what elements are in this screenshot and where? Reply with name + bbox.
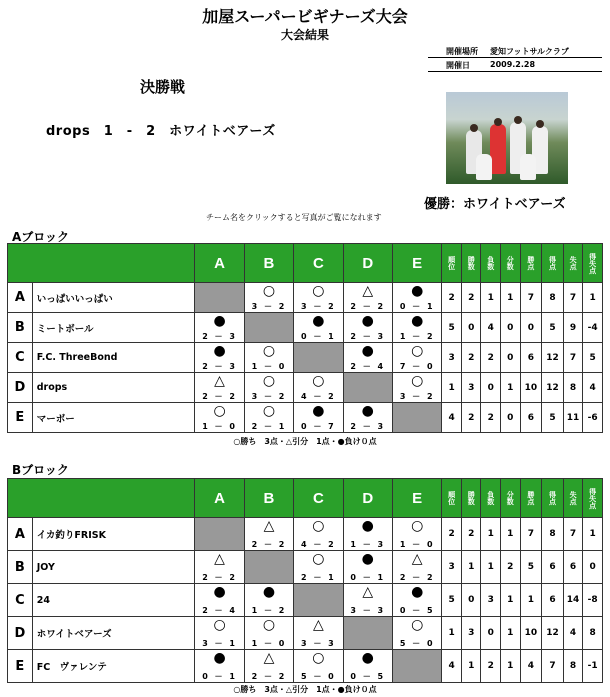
stat-cell: 6 <box>542 584 564 617</box>
opponent-header: D <box>343 479 392 518</box>
stat-header: 失点 <box>563 479 583 518</box>
result-mark-icon: △ <box>214 373 225 389</box>
match-result-cell <box>195 343 244 373</box>
match-result-cell <box>343 551 392 584</box>
opponent-header: C <box>294 479 343 518</box>
match-result-cell <box>244 373 293 403</box>
result-mark-icon: ● <box>361 551 374 567</box>
match-score: 0 － 1 <box>399 302 435 311</box>
stat-cell: 5 <box>583 343 603 373</box>
match-score: 2 － 3 <box>202 332 237 341</box>
match-result-cell <box>392 584 441 617</box>
stat-cell: 12 <box>542 373 564 403</box>
stat-header: 順位 <box>442 244 462 283</box>
stat-cell: 1 <box>583 283 603 313</box>
match-score: 4 － 2 <box>301 392 336 401</box>
stat-cell: 0 <box>520 313 542 343</box>
row-label: D <box>8 617 33 650</box>
stat-cell: 3 <box>481 584 501 617</box>
stat-cell: 8 <box>542 283 564 313</box>
stat-cell: 8 <box>583 617 603 650</box>
match-result-cell <box>392 617 441 650</box>
stat-header: 勝数 <box>461 479 481 518</box>
result-mark-icon: ● <box>312 403 325 419</box>
stat-cell: 4 <box>583 373 603 403</box>
result-mark-icon: ○ <box>312 373 325 389</box>
row-label: C <box>8 343 33 373</box>
table-row <box>8 283 603 313</box>
match-result-cell <box>244 403 293 433</box>
match-score: 1 － 2 <box>251 606 287 615</box>
result-mark-icon: ● <box>213 584 226 600</box>
match-result-cell <box>294 551 343 584</box>
header-blank <box>8 244 195 283</box>
stat-cell: 8 <box>563 373 583 403</box>
stat-cell: 6 <box>520 403 542 433</box>
self-match-cell <box>195 518 244 551</box>
stat-cell: 10 <box>520 617 542 650</box>
stat-cell: 0 <box>583 551 603 584</box>
result-mark-icon: ● <box>262 584 276 600</box>
match-result-cell <box>244 283 293 313</box>
match-score: 3 － 2 <box>301 302 336 311</box>
self-match-cell <box>343 617 392 650</box>
match-score: 1 － 0 <box>202 422 237 431</box>
result-mark-icon: ○ <box>262 403 276 419</box>
legend: ○勝ち 3点・△引分 1点・●負け０点 <box>233 437 377 446</box>
match-score: 4 － 2 <box>301 540 336 549</box>
self-match-cell <box>195 283 244 313</box>
result-mark-icon: ○ <box>312 518 325 534</box>
match-result-cell <box>195 650 244 683</box>
match-score: 2 － 2 <box>399 573 435 582</box>
match-score: 2 － 3 <box>350 332 386 341</box>
match-result-cell <box>343 518 392 551</box>
block-a-title: Aブロック <box>12 230 70 244</box>
result-mark-icon: ○ <box>411 617 424 633</box>
stat-cell: 12 <box>542 617 564 650</box>
match-score: 0 － 5 <box>399 606 435 615</box>
stat-cell: -8 <box>583 584 603 617</box>
match-result-cell <box>294 518 343 551</box>
self-match-cell <box>294 343 343 373</box>
match-result-cell <box>195 403 244 433</box>
match-result-cell <box>294 313 343 343</box>
result-mark-icon: △ <box>263 518 275 534</box>
stat-cell: 5 <box>542 313 564 343</box>
match-result-cell <box>392 313 441 343</box>
result-mark-icon: ○ <box>213 617 226 633</box>
legend: ○勝ち 3点・△引分 1点・●負け０点 <box>233 685 377 694</box>
stat-cell: 2 <box>442 283 462 313</box>
page-title: 加屋スーパービギナーズ大会 <box>202 7 408 26</box>
self-match-cell <box>343 373 392 403</box>
stat-cell: 1 <box>501 283 521 313</box>
self-match-cell <box>392 650 441 683</box>
stat-cell: 1 <box>481 283 501 313</box>
row-label: E <box>8 650 33 683</box>
match-score: 2 － 4 <box>350 362 386 371</box>
stat-cell: -6 <box>583 403 603 433</box>
header-blank <box>8 479 195 518</box>
stat-cell: 5 <box>442 313 462 343</box>
venue-label: 開催場所 <box>446 47 478 56</box>
stat-cell: 0 <box>461 313 481 343</box>
match-score: 0 － 1 <box>350 573 386 582</box>
opponent-header: D <box>343 244 392 283</box>
stat-header: 順位 <box>442 479 462 518</box>
stat-cell: 0 <box>481 373 501 403</box>
match-result-cell <box>244 650 293 683</box>
stat-header: 得失点 <box>583 244 603 283</box>
stat-cell: 3 <box>461 617 481 650</box>
match-result-cell <box>195 584 244 617</box>
table-row <box>8 617 603 650</box>
stat-cell: 7 <box>520 283 542 313</box>
stat-cell: 11 <box>563 403 583 433</box>
stat-cell: 5 <box>542 403 564 433</box>
self-match-cell <box>294 584 343 617</box>
table-row <box>8 650 603 683</box>
result-mark-icon: ● <box>361 403 374 419</box>
result-mark-icon: ● <box>312 313 325 329</box>
opponent-header: B <box>244 244 293 283</box>
match-result-cell <box>343 343 392 373</box>
match-score: 2 － 1 <box>301 573 336 582</box>
info-divider <box>428 71 602 72</box>
match-result-cell <box>244 617 293 650</box>
league-table <box>7 243 603 433</box>
result-mark-icon: ○ <box>262 343 276 359</box>
result-mark-icon: ○ <box>312 551 325 567</box>
match-result-cell <box>392 551 441 584</box>
date-row <box>428 60 602 71</box>
match-score: 2 － 2 <box>251 672 287 681</box>
stat-cell: 4 <box>563 617 583 650</box>
match-score: 2 － 2 <box>350 302 386 311</box>
match-result-cell <box>343 650 392 683</box>
stat-cell: 4 <box>442 650 462 683</box>
result-mark-icon: △ <box>312 617 324 633</box>
stat-cell: 4 <box>442 403 462 433</box>
stat-header: 負数 <box>481 244 501 283</box>
match-result-cell <box>195 313 244 343</box>
stat-cell: 7 <box>563 518 583 551</box>
match-result-cell <box>294 283 343 313</box>
opponent-header: B <box>244 479 293 518</box>
match-score: 1 － 0 <box>251 362 287 371</box>
table-row <box>8 343 603 373</box>
result-mark-icon: △ <box>214 551 225 567</box>
opponent-header: C <box>294 244 343 283</box>
opponent-header: A <box>195 479 244 518</box>
match-result-cell <box>244 343 293 373</box>
result-mark-icon: ● <box>213 343 226 359</box>
match-score: 7 － 0 <box>399 362 435 371</box>
result-mark-icon: ● <box>411 313 424 329</box>
block-b-title: Bブロック <box>12 463 69 477</box>
stat-cell: 4 <box>481 313 501 343</box>
result-mark-icon: ○ <box>262 617 276 633</box>
result-mark-icon: ● <box>213 313 226 329</box>
match-score: 2 － 2 <box>202 392 237 401</box>
result-mark-icon: △ <box>263 650 275 666</box>
stat-cell: 1 <box>501 584 521 617</box>
row-label: B <box>8 313 33 343</box>
stat-cell: 10 <box>520 373 542 403</box>
table-row <box>8 313 603 343</box>
stat-header: 分数 <box>501 479 521 518</box>
match-result-cell <box>343 403 392 433</box>
stat-cell: 1 <box>461 650 481 683</box>
team-name-link[interactable]: 24 <box>32 584 195 617</box>
result-mark-icon: △ <box>362 584 374 600</box>
page-subtitle: 大会結果 <box>280 28 329 42</box>
match-result-cell <box>244 518 293 551</box>
match-score: 5 － 0 <box>301 672 336 681</box>
stat-cell: 6 <box>563 551 583 584</box>
row-label: E <box>8 403 33 433</box>
stat-cell: 2 <box>461 283 481 313</box>
stat-cell: 7 <box>563 283 583 313</box>
stat-cell: 5 <box>442 584 462 617</box>
team-name-link[interactable]: drops <box>32 373 195 403</box>
match-score: 2 － 2 <box>202 573 237 582</box>
stat-cell: 1 <box>442 373 462 403</box>
team-name-link[interactable]: JOY <box>32 551 195 584</box>
stat-cell: 0 <box>461 584 481 617</box>
table-row <box>8 403 603 433</box>
match-result-cell <box>392 373 441 403</box>
match-score: 5 － 0 <box>399 639 435 648</box>
stat-cell: -4 <box>583 313 603 343</box>
match-score: 3 － 2 <box>399 392 435 401</box>
stat-cell: 3 <box>442 343 462 373</box>
stat-cell: 1 <box>442 617 462 650</box>
stat-cell: 9 <box>563 313 583 343</box>
stat-header: 負数 <box>481 479 501 518</box>
match-score: 2 － 2 <box>251 540 287 549</box>
result-mark-icon: ● <box>411 283 424 299</box>
stat-cell: 2 <box>442 518 462 551</box>
table-row <box>8 518 603 551</box>
team-name-link[interactable]: いっぱいいっぱい <box>32 283 195 313</box>
stat-cell: 1 <box>501 617 521 650</box>
match-result-cell <box>294 373 343 403</box>
table-row <box>8 584 603 617</box>
table-row <box>8 373 603 403</box>
match-score: 0 － 7 <box>301 422 336 431</box>
match-score: 0 － 1 <box>202 672 237 681</box>
team-name-link[interactable]: マーボー <box>32 403 195 433</box>
stat-cell: 0 <box>501 343 521 373</box>
winner-team-photo <box>446 92 568 184</box>
stat-cell: 8 <box>563 650 583 683</box>
stat-cell: 6 <box>542 551 564 584</box>
match-score: 3 － 3 <box>350 606 386 615</box>
venue-value: 愛知フットサルクラブ <box>490 47 569 56</box>
self-match-cell <box>392 403 441 433</box>
info-divider <box>428 57 602 58</box>
result-mark-icon: ○ <box>411 518 424 534</box>
stat-cell: 1 <box>501 518 521 551</box>
match-result-cell <box>195 551 244 584</box>
match-score: 0 － 1 <box>301 332 336 341</box>
stat-cell: 2 <box>501 551 521 584</box>
stat-cell: 7 <box>520 518 542 551</box>
result-mark-icon: ○ <box>262 283 276 299</box>
stat-cell: 2 <box>461 403 481 433</box>
result-mark-icon: ● <box>361 343 374 359</box>
team-name-link[interactable]: イカ釣りFRISK <box>32 518 195 551</box>
stat-cell: 3 <box>461 373 481 403</box>
winner-label: 優勝：ホワイトベアーズ <box>424 197 566 212</box>
stat-cell: 2 <box>481 650 501 683</box>
stat-cell: 2 <box>461 343 481 373</box>
stat-cell: 2 <box>481 403 501 433</box>
venue-row <box>428 46 602 57</box>
stat-cell: 5 <box>520 551 542 584</box>
match-score: 2 － 3 <box>202 362 237 371</box>
league-table <box>7 478 603 683</box>
final-heading: 決勝戦 <box>140 78 186 96</box>
stat-header: 得点 <box>542 244 564 283</box>
stat-cell: 6 <box>520 343 542 373</box>
stat-header: 勝点 <box>520 244 542 283</box>
match-result-cell <box>392 518 441 551</box>
match-score: 0 － 5 <box>350 672 386 681</box>
match-result-cell <box>343 283 392 313</box>
opponent-header: E <box>392 244 441 283</box>
result-mark-icon: ● <box>361 518 374 534</box>
result-mark-icon: ● <box>213 650 226 666</box>
stat-header: 失点 <box>563 244 583 283</box>
self-match-cell <box>244 551 293 584</box>
result-mark-icon: ○ <box>312 283 325 299</box>
stat-header: 勝点 <box>520 479 542 518</box>
date-value: 2009.2.28 <box>490 60 536 69</box>
stat-cell: 1 <box>481 518 501 551</box>
match-result-cell <box>392 283 441 313</box>
match-score: 3 － 2 <box>251 392 287 401</box>
match-score: 3 － 1 <box>202 639 237 648</box>
result-mark-icon: ● <box>411 584 424 600</box>
stat-cell: 3 <box>442 551 462 584</box>
click-note: チーム名をクリックすると写真がご覧になれます <box>206 213 382 222</box>
result-mark-icon: ○ <box>411 373 424 389</box>
result-mark-icon: ○ <box>312 650 325 666</box>
stat-cell: 0 <box>481 617 501 650</box>
table-row <box>8 551 603 584</box>
stat-cell: 4 <box>520 650 542 683</box>
self-match-cell <box>244 313 293 343</box>
opponent-header: A <box>195 244 244 283</box>
team-name-link[interactable]: FC ヴァレンテ <box>32 650 195 683</box>
stat-cell: 0 <box>501 403 521 433</box>
result-mark-icon: △ <box>362 283 374 299</box>
match-score: 1 － 2 <box>399 332 435 341</box>
match-result-cell <box>343 313 392 343</box>
match-result-cell <box>343 584 392 617</box>
match-score: 2 － 1 <box>251 422 287 431</box>
match-score: 1 － 3 <box>350 540 386 549</box>
stat-header: 分数 <box>501 244 521 283</box>
result-mark-icon: ○ <box>262 373 276 389</box>
result-mark-icon: ○ <box>213 403 226 419</box>
match-result-cell <box>294 617 343 650</box>
stat-cell: 7 <box>542 650 564 683</box>
result-mark-icon: ○ <box>411 343 424 359</box>
date-label: 開催日 <box>446 61 470 70</box>
opponent-header: E <box>392 479 441 518</box>
result-mark-icon: ● <box>361 313 374 329</box>
stat-header: 勝数 <box>461 244 481 283</box>
stat-cell: 1 <box>501 373 521 403</box>
stat-cell: 2 <box>461 518 481 551</box>
match-result-cell <box>244 584 293 617</box>
match-score: 2 － 4 <box>202 606 237 615</box>
row-label: A <box>8 518 33 551</box>
stat-header: 得失点 <box>583 479 603 518</box>
stat-cell: 1 <box>583 518 603 551</box>
row-label: B <box>8 551 33 584</box>
row-label: C <box>8 584 33 617</box>
stat-cell: 1 <box>520 584 542 617</box>
stat-cell: 1 <box>481 551 501 584</box>
match-result-cell <box>294 403 343 433</box>
team-name-link[interactable]: ミートボール <box>32 313 195 343</box>
row-label: D <box>8 373 33 403</box>
stat-cell: 14 <box>563 584 583 617</box>
stat-cell: 1 <box>461 551 481 584</box>
match-score: 1 － 0 <box>399 540 435 549</box>
result-mark-icon: △ <box>411 551 423 567</box>
row-label: A <box>8 283 33 313</box>
match-result-cell <box>392 343 441 373</box>
team-name-link[interactable]: ホワイトベアーズ <box>32 617 195 650</box>
stat-cell: -1 <box>583 650 603 683</box>
stat-cell: 1 <box>501 650 521 683</box>
match-score: 1 － 0 <box>251 639 287 648</box>
result-mark-icon: ● <box>361 650 374 666</box>
stat-cell: 7 <box>563 343 583 373</box>
final-result: drops 1 - 2 ホワイトベアーズ <box>46 124 276 139</box>
match-score: 3 － 3 <box>301 639 336 648</box>
match-score: 2 － 3 <box>350 422 386 431</box>
stat-cell: 12 <box>542 343 564 373</box>
match-result-cell <box>195 617 244 650</box>
stat-cell: 2 <box>481 343 501 373</box>
match-score: 3 － 2 <box>251 302 287 311</box>
match-result-cell <box>294 650 343 683</box>
stat-cell: 0 <box>501 313 521 343</box>
team-name-link[interactable]: F.C. ThreeBond <box>32 343 195 373</box>
stat-header: 得点 <box>542 479 564 518</box>
stat-cell: 8 <box>542 518 564 551</box>
match-result-cell <box>195 373 244 403</box>
